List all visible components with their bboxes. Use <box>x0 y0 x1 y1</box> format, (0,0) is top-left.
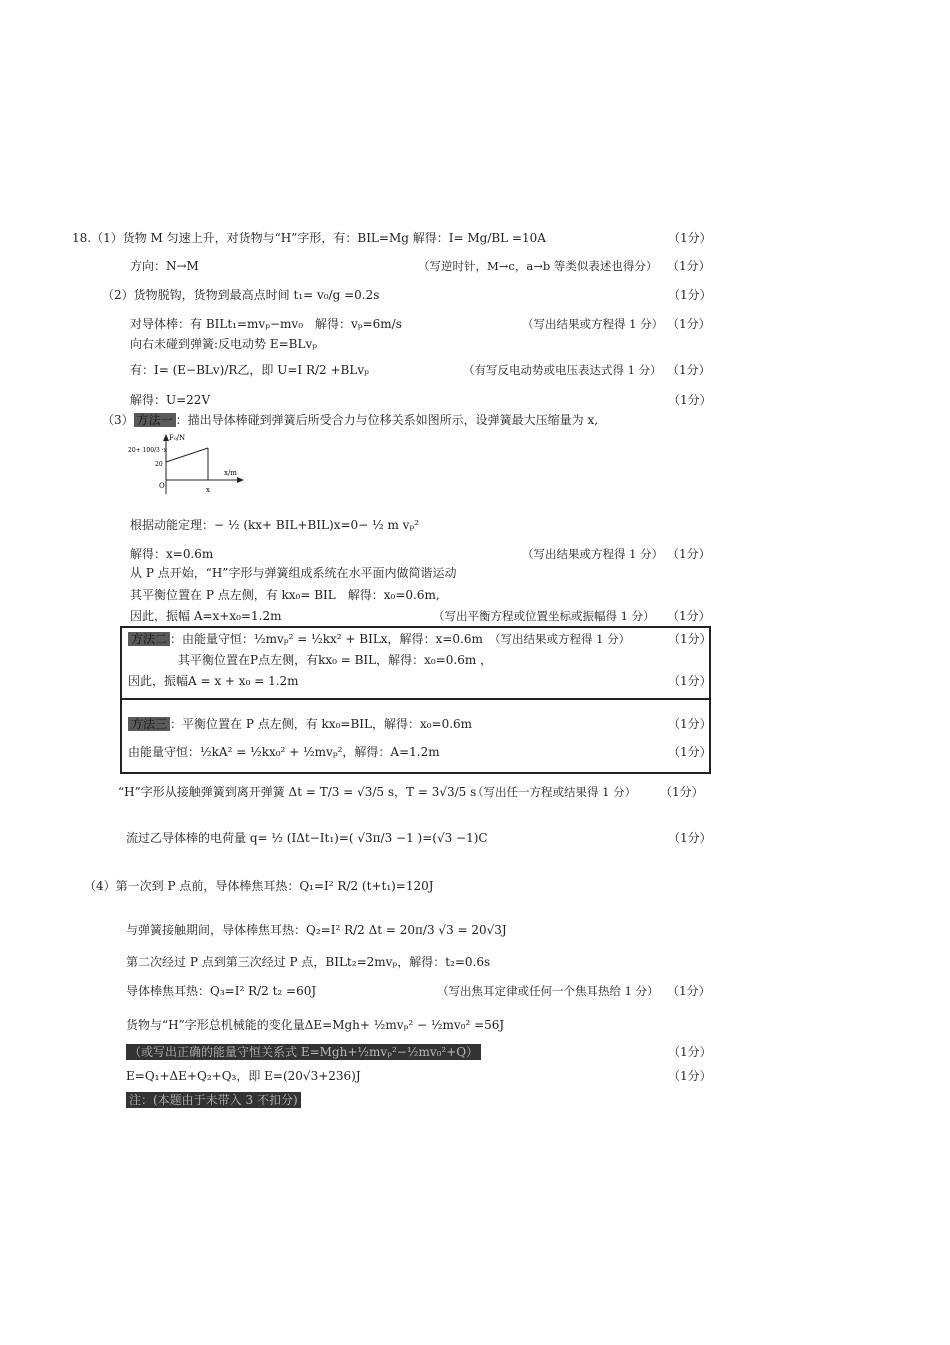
score-label: （1分） <box>668 632 712 646</box>
q18-part4-note <box>126 1092 301 1108</box>
highlighted-alternative: （或写出正确的能量守恒关系式 E=Mgh+½mvₚ²−½mv₀²+Q） <box>126 1044 481 1060</box>
score-label: （1分） <box>668 231 712 245</box>
score-label: （1分） <box>668 1045 712 1059</box>
score-label: （1分） <box>668 674 712 688</box>
q18-part3-equilibrium: 其平衡位置在 P 点左侧，有 kx₀= BIL 解得：x₀=0.6m, <box>130 588 440 602</box>
q18-part4-line1: （4）第一次到 P 点前，导体棒焦耳热：Q₁=I² R/2 (t+t₁)=120J <box>84 879 434 893</box>
q18-part3-x: 解得：x=0.6m <box>130 547 214 561</box>
part-prefix: （3） <box>102 413 134 427</box>
score-label: （1分） <box>667 259 711 273</box>
q18-part4-line6 <box>126 1044 481 1060</box>
q18-part2-line1: （2）货物脱钩，货物到最高点时间 t₁= v₀/g =0.2s <box>102 288 380 302</box>
score-label: （1分） <box>667 984 711 998</box>
method-two-line2: 其平衡位置在P点左侧，有kx₀ = BIL，解得：x₀=0.6m ， <box>178 653 493 667</box>
method-one-tag: 方法一 <box>134 413 176 427</box>
score-label: （1分） <box>668 288 712 302</box>
graph-x-arrow <box>237 477 244 483</box>
q18-part2-line2: 对导体棒：有 BILt₁=mvₚ−mv₀ 解得：vₚ=6m/s <box>130 317 402 331</box>
graph-y-tick-lower: 20 <box>155 461 163 468</box>
scoring-note: （写出任一方程或结果得 1 分） <box>472 785 637 799</box>
scoring-note: （写出结果或方程得 1 分） <box>522 317 664 331</box>
highlighted-note: 注：(本题由于未带入 3 不扣分) <box>126 1092 301 1108</box>
q18-part4-line4: 导体棒焦耳热：Q₃=I² R/2 t₂ =60J <box>126 984 317 998</box>
scoring-note: （写出焦耳定律或任何一个焦耳热给 1 分） <box>437 984 659 998</box>
method-three-tag: 方法三 <box>128 717 170 731</box>
q18-part3-shm: 从 P 点开始，“H”字形与弹簧组成系统在水平面内做简谐运动 <box>130 566 457 580</box>
score-label: （1分） <box>668 1069 712 1083</box>
q18-part3-energy: 根据动能定理：− ½ (kx+ BIL+BIL)x=0− ½ m vₚ² <box>130 518 420 532</box>
score-label: （1分） <box>668 393 712 407</box>
q18-part4-line2: 与弹簧接触期间，导体棒焦耳热：Q₂=I² R/2 Δt = 20π/3 √3 = 20√3J <box>126 923 507 937</box>
graph-y-tick-upper: 20+ 100/3 ·x <box>128 447 168 454</box>
scoring-note: （写出平衡方程或位置坐标或振幅得 1 分） <box>433 609 655 623</box>
q18-part3-charge: 流过乙导体棒的电荷量 q= ½ (IΔt−It₁)=( √3π/3 −1 )=(√3 −1)C <box>126 831 488 845</box>
q18-part4-line3: 第二次经过 P 点到第三次经过 P 点，BILt₂=2mvₚ，解得：t₂=0.6s <box>126 955 491 969</box>
q18-part3-time: “H”字形从接触弹簧到离开弹簧 Δt = T/3 = √3/5 s，T = 3√3/5 s <box>118 785 477 799</box>
method-three-line2: 由能量守恒：½kA² = ½kx₀² + ½mvₚ²，解得：A=1.2m <box>128 745 440 759</box>
q18-part4-line5: 货物与“H”字形总机械能的变化量ΔE=Mgh+ ½mvₚ² − ½mv₀² =56J <box>126 1018 505 1032</box>
q18-part2-line3: 向右未碰到弹簧:反电动势 E=BLvₚ <box>130 337 318 351</box>
scoring-note: （写逆时针，M→c，a→b 等类似表述也得分） <box>418 259 658 273</box>
q18-part2-line4: 有：I= (E−BLv)/R乙，即 U=I R/2 +BLvₚ <box>130 363 369 377</box>
q18-part3-amplitude: 因此，振幅 A=x+x₀=1.2m <box>130 609 282 623</box>
score-label: （1分） <box>667 609 711 623</box>
scoring-note: （写出结果或方程得 1 分） <box>522 547 664 561</box>
q18-part1-direction: 方向：N→M <box>130 259 199 273</box>
method-two-text: ：由能量守恒：½mvₚ² = ½kx² + BILx，解得：x=0.6m <box>170 632 483 646</box>
graph-x-tick: x <box>206 486 210 494</box>
score-label: （1分） <box>667 547 711 561</box>
q18-part1-line1: 18.（1）货物 M 匀速上升，对货物与“H”字形，有：BIL=Mg 解得：I= Mg/BL =10A <box>72 231 546 245</box>
score-label: （1分） <box>667 363 711 377</box>
score-label: （1分） <box>668 831 712 845</box>
score-label: （1分） <box>668 717 712 731</box>
scoring-note: （有写反电动势或电压表达式得 1 分） <box>463 363 662 377</box>
method-two-tag: 方法二 <box>128 632 170 646</box>
method-three-text: ：平衡位置在 P 点左侧，有 kx₀=BIL，解得：x₀=0.6m <box>170 717 473 731</box>
score-label: （1分） <box>668 745 712 759</box>
q18-part2-line5: 解得：U=22V <box>130 393 211 407</box>
method-two-line3: 因此，振幅A = x + x₀ = 1.2m <box>128 674 299 688</box>
score-label: （1分） <box>667 317 711 331</box>
q18-part4-line7: E=Q₁+ΔE+Q₂+Q₃，即 E=(20√3+236)J <box>126 1069 361 1083</box>
graph-y-label: F₀/N <box>169 434 186 442</box>
method-two-line1 <box>128 631 483 647</box>
scoring-note: （写出结果或方程得 1 分） <box>489 632 631 646</box>
q18-part3-line1 <box>102 412 598 428</box>
method-one-text: ：描出导体棒碰到弹簧后所受合力与位移关系如图所示，设弹簧最大压缩量为 x, <box>175 413 599 427</box>
methods-divider <box>120 698 711 700</box>
score-label: （1分） <box>660 785 704 799</box>
method-three-line1 <box>128 716 472 732</box>
graph-origin: O <box>159 482 165 490</box>
force-displacement-graph <box>128 432 258 502</box>
graph-force-line <box>166 448 208 462</box>
graph-x-label: x/m <box>224 469 237 477</box>
